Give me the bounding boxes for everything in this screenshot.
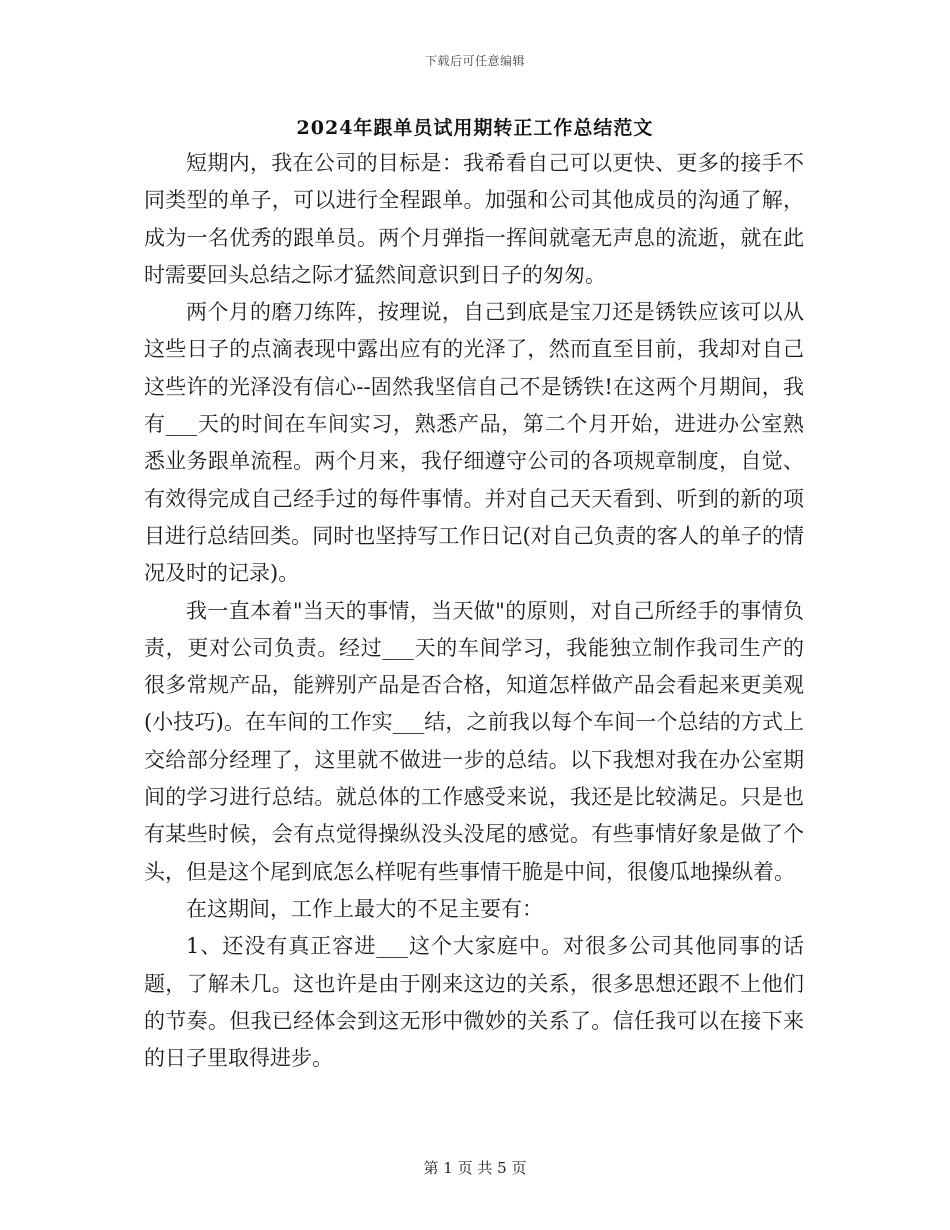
paragraph-shortcoming-1: 1、还没有真正容进___这个大家庭中。对很多公司其他同事的话题，了解未几。这也许是由于刚来这边的关系，很多思想还跟不上他们的节奏。但我已经体会到这无形中微妙的关系了。信任我可以在接下来的日子里取得进步。 (144, 934, 804, 1071)
paragraph-principles: 我一直本着"当天的事情，当天做"的原则，对自己所经手的事情负责，更对公司负责。经过___天的车间学习，我能独立制作我司生产的很多常规产品，能辨别产品是否合格，知道怎样做产品会看起来更美观(小技巧)。在车间的工作实___结，之前我以每个车间一个总结的方式上交给部分经理了，这里就不做进一步的总结。以下我想对我在办公室期间的学习进行总结。就总体的工作感受来说，我还是比较满足。只是也有某些时候，会有点觉得操纵没头没尾的感觉。有些事情好象是做了个头，但是这个尾到底怎么样呢有些事情干脆是中间，很傻瓜地操纵着。 (144, 598, 804, 884)
page-header-note: 下载后可任意编辑 (424, 54, 525, 68)
paragraph-shortcomings-intro: 在这期间，工作上最大的不足主要有： (186, 896, 543, 921)
paragraph-goals: 短期内，我在公司的目标是：我希看自己可以更快、更多的接手不同类型的单子，可以进行全程跟单。加强和公司其他成员的沟通了解，成为一名优秀的跟单员。两个月弹指一挥间就毫无声息的流逝，就在此时需要回头总结之际才猛然间意识到日子的匆匆。 (144, 151, 804, 287)
document-title: 2024年跟单员试用期转正工作总结范文 (296, 117, 654, 139)
paragraph-training: 两个月的磨刀练阵，按理说，自己到底是宝刀还是锈铁应该可以从这些日子的点滴表现中露出应有的光泽了，然而直至目前，我却对自己这些许的光泽没有信心--固然我坚信自己不是锈铁!在这两个月期间，我有___天的时间在车间实习，熟悉产品，第二个月开始，进进办公室熟悉业务跟单流程。两个月来，我仔细遵守公司的各项规章制度，自觉、有效得完成自己经手过的每件事情。并对自己天天看到、听到的新的项目进行总结回类。同时也坚持写工作日记(对自己负责的客人的单子的情况及时的记录)。 (144, 300, 804, 586)
document-body (144, 145, 804, 1077)
page-number: 第 1 页 共 5 页 (423, 1159, 527, 1177)
